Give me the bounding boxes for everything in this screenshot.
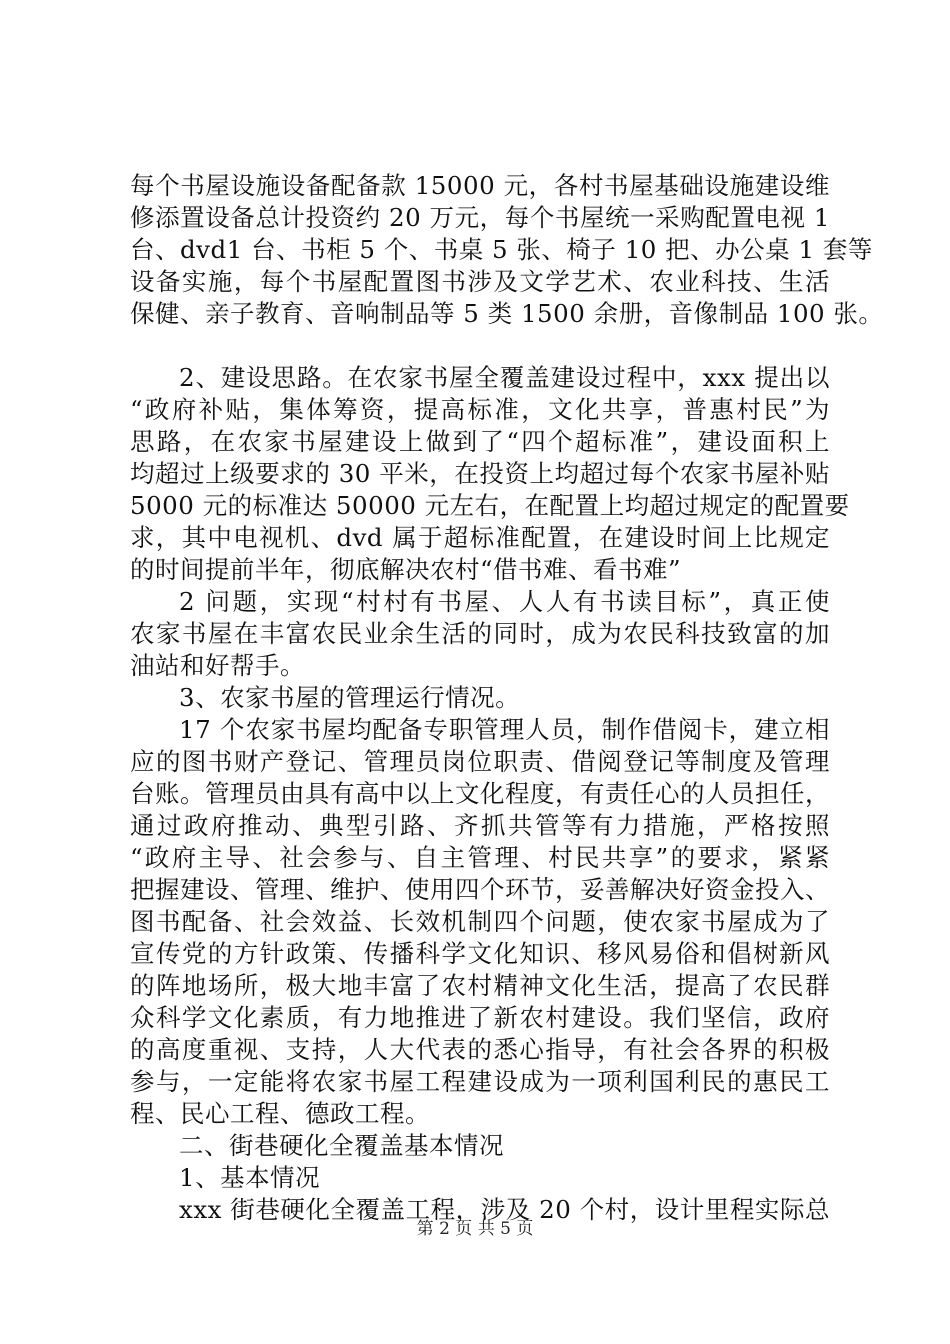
text-line: 的高度重视、支持，人大代表的悉心指导，有社会各界的积极 [130,1035,830,1064]
text-line: 3、农家书屋的管理运行情况。 [179,683,521,712]
text-line: 宣传党的方针政策、传播科学文化知识、移风易俗和倡树新风 [130,939,830,968]
text-line: 油站和好帮手。 [130,651,305,680]
text-line: 思路，在农家书屋建设上做到了“四个超标准”，建设面积上 [130,427,830,456]
text-line: 2、建设思路。在农家书屋全覆盖建设过程中，xxx 提出以 [179,363,830,392]
page-number-footer: 第 2 页 共 5 页 [416,1219,534,1239]
section-heading-street-hardening [130,1130,830,1162]
paragraph-problem-solved [130,586,830,682]
text-line: 均超过上级要求的 30 平米，在投资上均超过每个农家书屋补贴 [130,459,830,488]
text-line: 图书配备、社会效益、长效机制四个问题，使农家书屋成为了 [130,907,830,936]
text-line: 众科学文化素质，有力地推进了新农村建设。我们坚信，政府 [130,1003,830,1032]
text-line: 设备实施，每个书屋配置图书涉及文学艺术、农业科技、生活 [130,267,830,296]
text-line: 把握建设、管理、维护、使用四个环节，妥善解决好资金投入、 [130,875,830,904]
text-line: 的阵地场所，极大地丰富了农村精神文化生活，提高了农民群 [130,971,830,1000]
text-line: 农家书屋在丰富农民业余生活的同时，成为农民科技致富的加 [130,619,830,648]
text-line: 每个书屋设施设备配备款 15000 元，各村书屋基础设施建设维 [130,171,830,200]
text-line: 保健、亲子教育、音响制品等 5 类 1500 余册，音像制品 100 张。 [130,299,884,328]
text-line: 程、民心工程、德政工程。 [130,1099,430,1128]
text-line: 2 问题，实现“村村有书屋、人人有书读目标”，真正使 [179,587,830,616]
text-line: 通过政府推动、典型引路、齐抓共管等有力措施，严格按照 [130,811,830,840]
paragraph-equipment-funding [130,170,884,330]
paragraph-construction-approach [130,362,850,586]
section-heading-management [130,682,830,714]
text-line: 1、基本情况 [179,1163,321,1192]
text-line: 二、街巷硬化全覆盖基本情况 [179,1131,504,1160]
paragraph-management-details [130,714,830,1130]
text-line: 17 个农家书屋均配备专职管理人员，制作借阅卡，建立相 [179,715,830,744]
text-line: “政府主导、社会参与、自主管理、村民共享”的要求，紧紧 [130,843,830,872]
subsection-heading-basic-info [130,1162,830,1194]
document-body [130,170,884,1226]
text-line: 的时间提前半年，彻底解决农村“借书难、看书难” [130,555,682,584]
text-line: 应的图书财产登记、管理员岗位职责、借阅登记等制度及管理 [130,747,830,776]
text-line: 参与，一定能将农家书屋工程建设成为一项利国利民的惠民工 [130,1067,830,1096]
text-line: xxx 街巷硬化全覆盖工程，涉及 20 个村，设计里程实际总 [179,1195,830,1224]
text-line: 台、dvd1 台、书柜 5 个、书桌 5 张、椅子 10 把、办公桌 1 套等 [130,235,873,264]
text-line: “政府补贴，集体筹资，提高标准，文化共享，普惠村民”为 [130,395,830,424]
text-line: 求，其中电视机、dvd 属于超标准配置，在建设时间上比规定 [130,523,830,552]
text-line: 台账。管理员由具有高中以上文化程度，有责任心的人员担任， [130,779,830,808]
text-line: 5000 元的标准达 50000 元左右，在配置上均超过规定的配置要 [130,491,850,520]
text-line: 修添置设备总计投资约 20 万元，每个书屋统一采购配置电视 1 [130,203,830,232]
